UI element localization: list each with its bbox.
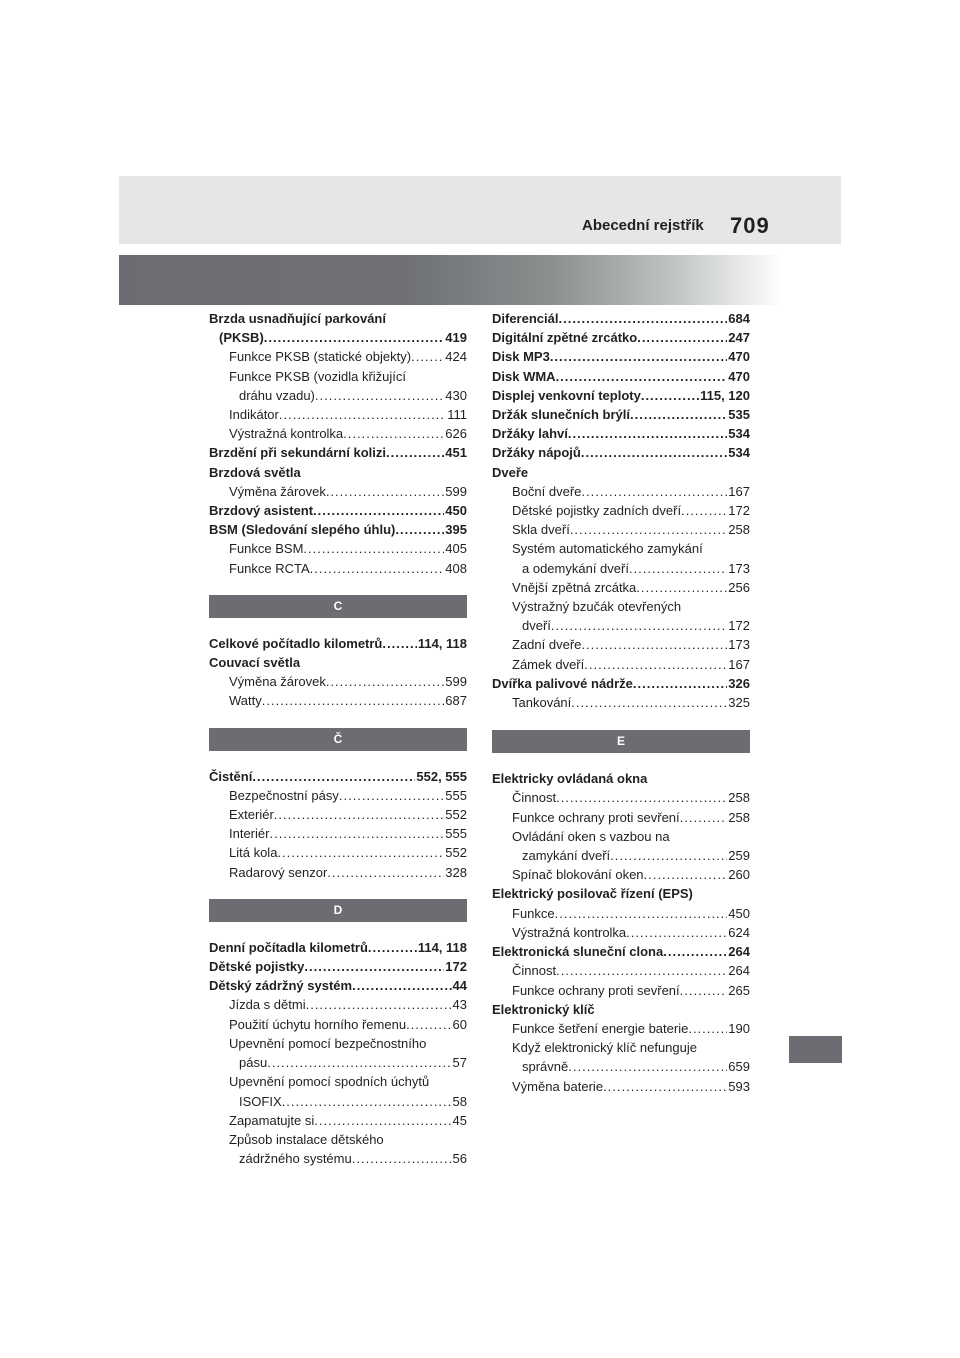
entry-label: (PKSB): [219, 330, 264, 346]
entry-label: pásu: [239, 1055, 268, 1071]
entry-page-number: 599: [445, 674, 467, 690]
entry-label: Když elektronický klíč nefunguje: [512, 1040, 697, 1056]
index-subentry: [209, 347, 467, 366]
entry-label: Dětské pojistky zadních dveří: [512, 503, 682, 519]
entry-label: Funkce RCTA: [229, 560, 310, 576]
index-entry: [492, 424, 750, 443]
entry-label: Spínač blokování oken: [512, 867, 644, 883]
dot-leader: [315, 386, 444, 405]
dot-leader: [570, 520, 727, 539]
index-subentry: [492, 827, 750, 846]
entry-label: Ovládání oken s vazbou na: [512, 828, 670, 844]
entry-page-number: 395: [445, 522, 467, 538]
entry-label: Zámek dveří: [512, 656, 585, 672]
dot-leader: [663, 942, 727, 961]
index-subentry: [492, 923, 750, 942]
index-entry: [492, 884, 750, 903]
entry-label: Elektronický klíč: [492, 1001, 595, 1017]
entry-page-number: 470: [728, 368, 750, 384]
dot-leader: [603, 1077, 727, 1096]
entry-page-number: 260: [728, 867, 750, 883]
dot-leader: [681, 501, 727, 520]
entry-page-number: 172: [728, 618, 750, 634]
dot-leader: [326, 672, 444, 691]
entry-label: Brzdový asistent: [209, 503, 314, 519]
dot-leader: [644, 865, 728, 884]
entry-page-number: 684: [728, 311, 750, 326]
entry-page-number: 173: [728, 637, 750, 653]
index-subentry: [492, 808, 750, 827]
dot-leader: [581, 482, 727, 501]
entry-label: dráhu vzadu): [239, 387, 315, 403]
dot-leader: [326, 482, 444, 501]
index-subentry: [209, 1149, 467, 1168]
index-entry: [492, 1000, 750, 1019]
index-subentry: [492, 865, 750, 884]
section-title: Abecední rejstřík: [582, 217, 704, 234]
dot-leader: [368, 938, 417, 957]
index-entry: [492, 367, 750, 386]
entry-label: Výměna baterie: [512, 1078, 604, 1094]
dot-leader: [252, 767, 415, 786]
dot-leader: [310, 559, 445, 578]
index-subentry: [209, 1092, 467, 1111]
index-subentry: [209, 1034, 467, 1053]
index-entry: [209, 463, 467, 482]
entry-page-number: 44: [452, 978, 467, 994]
entry-page-number: 599: [445, 483, 467, 499]
index-entry: [492, 347, 750, 366]
entry-page-number: 451: [445, 445, 467, 461]
entry-page-number: 687: [445, 693, 467, 709]
dot-leader: [306, 995, 452, 1014]
entry-page-number: 190: [728, 1020, 750, 1036]
entry-page-number: 555: [445, 787, 467, 803]
entry-page-number: 534: [728, 445, 750, 461]
entry-label: Digitální zpětné zrcátko: [492, 330, 638, 346]
entry-label: Disk WMA: [492, 368, 556, 384]
entry-label: Výstražná kontrolka: [229, 426, 344, 442]
entry-page-number: 247: [728, 330, 750, 346]
dot-leader: [630, 405, 727, 424]
entry-page-number: 265: [728, 982, 750, 998]
dot-leader: [269, 824, 444, 843]
entry-label: Zadní dveře: [512, 637, 582, 653]
entry-label: Držák slunečních brýlí: [492, 407, 630, 423]
entry-page-number: 430: [445, 387, 467, 403]
index-subentry: [209, 843, 467, 862]
entry-label: Exteriér: [229, 807, 274, 823]
index-subentry: [209, 1072, 467, 1091]
entry-page-number: 328: [445, 864, 467, 880]
entry-label: Brzda usnadňující parkování: [209, 311, 386, 326]
entry-page-number: 534: [728, 426, 750, 442]
dot-leader: [584, 655, 727, 674]
entry-page-number: 264: [728, 944, 750, 960]
dot-leader: [680, 981, 728, 1000]
entry-page-number: 114, 118: [417, 939, 467, 955]
index-subentry: [492, 597, 750, 616]
dot-leader: [267, 1053, 451, 1072]
entry-label: Bezpečnostní pásy: [229, 787, 339, 803]
index-subentry: [492, 904, 750, 923]
entry-label: Výstražný bzučák otevřených: [512, 599, 682, 615]
entry-label: Výměna žárovek: [229, 674, 326, 690]
section-letter-header: Č: [209, 728, 467, 751]
entry-page-number: 450: [445, 503, 467, 519]
entry-page-number: 114, 118: [417, 635, 467, 651]
entry-page-number: 552, 555: [416, 768, 467, 784]
entry-label: Couvací světla: [209, 655, 301, 671]
dot-leader: [264, 328, 445, 347]
index-subentry: [492, 961, 750, 980]
entry-label: ISOFIX: [239, 1093, 282, 1109]
entry-label: Watty: [229, 693, 262, 709]
index-subentry: [209, 405, 467, 424]
index-subentry: [492, 1038, 750, 1057]
entry-label: Tankování: [512, 695, 572, 711]
entry-label: Činnost: [512, 790, 557, 806]
dot-leader: [637, 328, 727, 347]
index-subentry: [492, 693, 750, 712]
entry-page-number: 111: [447, 407, 467, 423]
dot-leader: [636, 578, 727, 597]
dot-leader: [262, 691, 445, 710]
index-subentry: [209, 328, 467, 347]
entry-page-number: 43: [452, 997, 467, 1013]
index-subentry: [209, 1015, 467, 1034]
dot-leader: [581, 443, 727, 462]
index-subentry: [209, 824, 467, 843]
index-column-left: [209, 309, 467, 1168]
index-subentry: [209, 539, 467, 558]
dot-leader: [571, 693, 727, 712]
dot-leader: [633, 674, 727, 693]
entry-page-number: 325: [728, 695, 750, 711]
entry-label: Brzdová světla: [209, 464, 301, 480]
entry-page-number: 408: [445, 560, 467, 576]
index-entry: [492, 463, 750, 482]
thumb-index-tab: [789, 1036, 842, 1063]
index-entry: [492, 309, 750, 328]
entry-label: Jízda s dětmi: [229, 997, 306, 1013]
dot-leader: [274, 805, 445, 824]
index-subentry: [209, 995, 467, 1014]
entry-label: Funkce ochrany proti sevření: [512, 809, 680, 825]
index-entry: [209, 767, 467, 786]
dot-leader: [610, 846, 727, 865]
dot-leader: [382, 634, 416, 653]
index-subentry: [492, 559, 750, 578]
section-letter-header: D: [209, 899, 467, 922]
index-subentry: [492, 501, 750, 520]
dot-leader: [556, 788, 727, 807]
index-entry: [209, 938, 467, 957]
index-subentry: [209, 691, 467, 710]
entry-page-number: 470: [728, 349, 750, 365]
index-entry: [492, 328, 750, 347]
entry-page-number: 58: [452, 1093, 467, 1109]
dot-leader: [303, 539, 444, 558]
dot-leader: [556, 961, 727, 980]
entry-page-number: 450: [728, 905, 750, 921]
index-entry: [209, 653, 467, 672]
dot-leader: [279, 405, 446, 424]
entry-page-number: 552: [445, 845, 467, 861]
entry-label: dveří: [522, 618, 551, 634]
entry-label: Disk MP3: [492, 349, 550, 365]
dot-leader: [313, 501, 444, 520]
dot-leader: [304, 957, 444, 976]
entry-label: Zapamatujte si: [229, 1112, 315, 1128]
dot-leader: [626, 923, 727, 942]
index-entry: [209, 443, 467, 462]
entry-page-number: 60: [452, 1016, 467, 1032]
entry-label: Funkce PKSB (statické objekty): [229, 349, 412, 365]
entry-label: Činnost: [512, 963, 557, 979]
entry-page-number: 172: [445, 959, 467, 975]
index-entry: [209, 309, 467, 328]
index-entry: [209, 957, 467, 976]
dot-leader: [581, 635, 727, 654]
index-subentry: [492, 655, 750, 674]
index-subentry: [209, 559, 467, 578]
entry-page-number: 167: [728, 656, 750, 672]
entry-label: Výstražná kontrolka: [512, 924, 627, 940]
index-entry: [209, 634, 467, 653]
entry-page-number: 264: [728, 963, 750, 979]
entry-label: Indikátor: [229, 407, 279, 423]
entry-page-number: 57: [452, 1055, 467, 1071]
entry-label: Vnější zpětná zrcátka: [512, 579, 637, 595]
index-subentry: [492, 788, 750, 807]
dot-leader: [411, 347, 444, 366]
entry-page-number: 115, 120: [700, 387, 750, 403]
entry-label: Funkce: [512, 905, 555, 921]
entry-label: Diferenciál: [492, 311, 559, 326]
index-subentry: [209, 1111, 467, 1130]
entry-label: Denní počítadla kilometrů: [209, 939, 368, 955]
index-subentry: [492, 539, 750, 558]
entry-label: Elektricky ovládaná okna: [492, 771, 648, 787]
entry-label: Boční dveře: [512, 483, 582, 499]
entry-page-number: 56: [452, 1151, 467, 1167]
index-subentry: [492, 616, 750, 635]
entry-label: Držáky lahví: [492, 426, 568, 442]
entry-label: zádržného systému: [239, 1151, 352, 1167]
index-entry: [492, 443, 750, 462]
dot-leader: [629, 559, 727, 578]
entry-label: Funkce PKSB (vozidla křižující: [229, 368, 407, 384]
index-entry: [492, 386, 750, 405]
index-subentry: [492, 1019, 750, 1038]
dot-leader: [395, 520, 444, 539]
entry-label: Způsob instalace dětského: [229, 1131, 384, 1147]
entry-label: Celkové počítadlo kilometrů: [209, 635, 383, 651]
index-entry: [492, 405, 750, 424]
entry-label: Elektrický posilovač řízení (EPS): [492, 886, 693, 902]
entry-label: Funkce šetření energie baterie: [512, 1020, 689, 1036]
entry-label: BSM (Sledování slepého úhlu): [209, 522, 396, 538]
dot-leader: [558, 309, 727, 328]
entry-label: Držáky nápojů: [492, 445, 581, 461]
index-subentry: [209, 672, 467, 691]
entry-page-number: 256: [728, 579, 750, 595]
index-subentry: [492, 981, 750, 1000]
dot-leader: [641, 386, 699, 405]
index-subentry: [492, 578, 750, 597]
index-subentry: [209, 805, 467, 824]
entry-label: Dveře: [492, 464, 529, 480]
entry-label: Systém automatického zamykání: [512, 541, 703, 557]
entry-label: Radarový senzor: [229, 864, 328, 880]
page-number: 709: [730, 213, 770, 238]
entry-label: Displej venkovní teploty: [492, 387, 641, 403]
entry-page-number: 326: [728, 675, 750, 691]
index-subentry: [492, 1077, 750, 1096]
entry-page-number: 258: [728, 522, 750, 538]
index-subentry: [209, 424, 467, 443]
index-subentry: [209, 482, 467, 501]
entry-label: zamykání dveří: [522, 848, 611, 864]
dot-leader: [406, 1015, 451, 1034]
dot-leader: [556, 367, 728, 386]
index-entry: [209, 976, 467, 995]
index-subentry: [209, 786, 467, 805]
dot-leader: [277, 843, 444, 862]
dot-leader: [555, 904, 728, 923]
entry-label: Upevnění pomocí bezpečnostního: [229, 1035, 427, 1051]
dot-leader: [352, 976, 451, 995]
entry-page-number: 659: [728, 1059, 750, 1075]
entry-page-number: 405: [445, 541, 467, 557]
entry-page-number: 258: [728, 809, 750, 825]
entry-page-number: 45: [452, 1112, 467, 1128]
entry-label: Upevnění pomocí spodních úchytů: [229, 1074, 430, 1090]
index-column-right: [492, 309, 750, 1096]
entry-label: Funkce ochrany proti sevření: [512, 982, 680, 998]
entry-page-number: 167: [728, 483, 750, 499]
dot-leader: [680, 808, 728, 827]
entry-page-number: 593: [728, 1078, 750, 1094]
index-entry: [209, 520, 467, 539]
index-subentry: [492, 520, 750, 539]
entry-label: Dětské pojistky: [209, 959, 305, 975]
entry-page-number: 258: [728, 790, 750, 806]
dot-leader: [550, 347, 727, 366]
index-entry: [492, 769, 750, 788]
dot-leader: [568, 1057, 727, 1076]
index-subentry: [492, 846, 750, 865]
entry-label: Funkce BSM: [229, 541, 304, 557]
entry-page-number: 259: [728, 848, 750, 864]
entry-label: Skla dveří: [512, 522, 570, 538]
entry-page-number: 624: [728, 924, 750, 940]
entry-label: Elektronická sluneční clona: [492, 944, 664, 960]
entry-label: a odemykání dveří: [522, 560, 629, 576]
index-subentry: [209, 367, 467, 386]
index-subentry: [492, 635, 750, 654]
dot-leader: [352, 1149, 452, 1168]
dot-leader: [327, 863, 444, 882]
entry-page-number: 424: [445, 349, 467, 365]
dot-leader: [551, 616, 727, 635]
dot-leader: [339, 786, 444, 805]
entry-label: Výměna žárovek: [229, 483, 326, 499]
entry-label: Dvířka palivové nádrže: [492, 675, 633, 691]
entry-page-number: 173: [728, 560, 750, 576]
index-entry: [492, 674, 750, 693]
entry-label: Interiér: [229, 826, 270, 842]
index-entry: [492, 942, 750, 961]
entry-label: správně: [522, 1059, 569, 1075]
index-subentry: [209, 1053, 467, 1072]
entry-page-number: 552: [445, 807, 467, 823]
entry-page-number: 419: [445, 330, 467, 346]
entry-page-number: 535: [728, 407, 750, 423]
entry-label: Brzdění při sekundární kolizi: [209, 445, 386, 461]
entry-label: Litá kola: [229, 845, 278, 861]
dot-leader: [568, 424, 727, 443]
index-subentry: [492, 482, 750, 501]
dot-leader: [688, 1019, 727, 1038]
section-letter-header: E: [492, 730, 750, 753]
section-letter-header: C: [209, 595, 467, 618]
index-subentry: [209, 1130, 467, 1149]
entry-label: Dětský zádržný systém: [209, 978, 353, 994]
dot-leader: [282, 1092, 452, 1111]
entry-label: Použití úchytu horního řemenu: [229, 1016, 407, 1032]
dot-leader: [314, 1111, 451, 1130]
index-entry: [209, 501, 467, 520]
index-subentry: [209, 863, 467, 882]
dot-leader: [343, 424, 444, 443]
dot-leader: [386, 443, 444, 462]
decorative-gradient-band: [119, 255, 841, 305]
index-subentry: [492, 1057, 750, 1076]
index-subentry: [209, 386, 467, 405]
entry-page-number: 172: [728, 503, 750, 519]
entry-page-number: 555: [445, 826, 467, 842]
entry-label: Čistění: [209, 768, 253, 784]
entry-page-number: 626: [445, 426, 467, 442]
